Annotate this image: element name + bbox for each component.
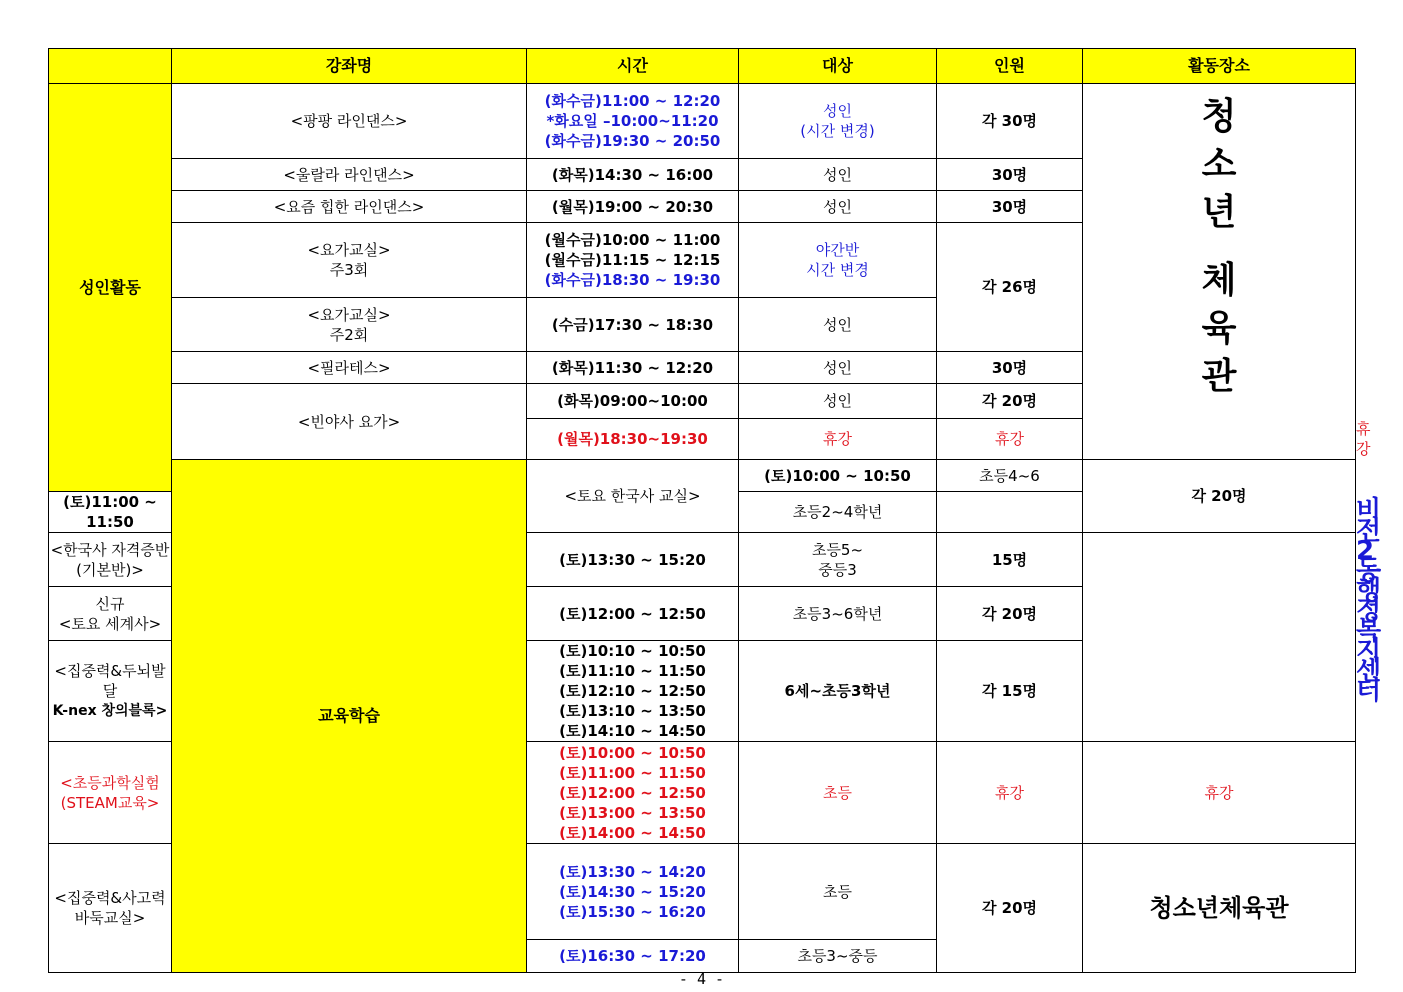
target-line: 야간반 — [815, 241, 860, 259]
time-cell — [527, 844, 739, 940]
table-row — [49, 84, 1356, 159]
course-cell: <초등과학실험(STEAM교육> — [49, 742, 172, 844]
course-line: 신규 — [95, 594, 125, 613]
target-line: 성인 — [823, 102, 852, 120]
course-cell: <요즘 힙한 라인댄스> — [172, 191, 527, 223]
time-line: (월수금)11:15 ~ 12:15 — [544, 251, 721, 269]
venue-char: 청 — [1201, 95, 1237, 137]
course-line: <요가교실> — [307, 241, 391, 259]
time-cell: (토)16:30 ~ 17:20 — [527, 940, 739, 973]
time-line: (토)14:00 ~ 14:50 — [559, 823, 706, 842]
header-time: 시간 — [527, 49, 739, 84]
target-cell — [739, 533, 937, 587]
time-cell — [527, 641, 739, 742]
time-line: (토)12:00 ~ 12:50 — [559, 783, 706, 802]
target-cell: 6세~초등3학년 — [739, 641, 937, 742]
table-row: (월목)18:30~19:30 휴강 휴강 휴강 — [49, 419, 1356, 460]
course-line: <집중력&두뇌발달 — [54, 662, 166, 700]
course-cell — [172, 298, 527, 352]
target-cell: 초등 — [739, 844, 937, 940]
header-category — [49, 49, 172, 84]
target-cell: 성인 — [739, 352, 937, 384]
time-cell: (토)13:30 ~ 15:20 — [527, 533, 739, 587]
header-venue: 활동장소 — [1083, 49, 1356, 84]
time-cell: (화목)09:00~10:00 — [527, 384, 739, 419]
course-cell: <필라테스> — [172, 352, 527, 384]
venue-char: 년 — [1201, 191, 1237, 233]
course-cell — [172, 223, 527, 298]
venue-char: 체 — [1201, 259, 1237, 301]
course-line: 주2회 — [329, 325, 369, 344]
target-line: 중등3 — [818, 560, 857, 579]
course-cell: <한국사 자격증반(기본반)> — [49, 533, 172, 587]
target-cell — [739, 84, 937, 159]
target-cell: 성인 — [739, 191, 937, 223]
header-target: 대상 — [739, 49, 937, 84]
capacity-cell: 30명 — [937, 159, 1083, 191]
time-cell: (토)11:00 ~ 11:50 — [49, 492, 172, 533]
target-cell: 성인 — [739, 384, 937, 419]
target-cell: 성인 — [739, 298, 937, 352]
target-line: 초등5~ — [811, 540, 864, 559]
target-line: (시간 변경) — [800, 122, 875, 140]
time-cell — [527, 223, 739, 298]
time-line: (토)10:00 ~ 10:50 — [559, 743, 706, 762]
category-adult: 성인활동 — [49, 84, 172, 492]
capacity-cell: 각 20명 — [937, 844, 1083, 973]
time-line: (화수금)19:30 ~ 20:50 — [544, 132, 721, 150]
time-line: (화수금)11:00 ~ 12:20 — [544, 92, 721, 110]
capacity-cell: 15명 — [937, 533, 1083, 587]
time-line: (토)14:10 ~ 14:50 — [559, 722, 706, 740]
target-cell: 초등3~6학년 — [739, 587, 937, 641]
capacity-cell: 휴강 — [937, 742, 1083, 844]
time-cell: (화목)11:30 ~ 12:20 — [527, 352, 739, 384]
time-cell — [527, 742, 739, 844]
capacity-cell: 각 20명 — [937, 384, 1083, 419]
table-row: 교육학습 <토요 한국사 교실> (토)10:00 ~ 10:50 초등4~6 각 20명 비전2동행정복지센터 — [49, 460, 1356, 492]
capacity-cell: 휴강 — [937, 419, 1083, 460]
time-line: (토)15:30 ~ 16:20 — [559, 902, 706, 921]
course-cell — [49, 587, 172, 641]
capacity-cell: 30명 — [937, 352, 1083, 384]
program-schedule-table — [48, 48, 1382, 973]
time-line: (토)12:10 ~ 12:50 — [559, 682, 706, 700]
time-cell: (토)12:00 ~ 12:50 — [527, 587, 739, 641]
time-cell: (월목)18:30~19:30 — [527, 419, 739, 460]
time-cell: (토)10:00 ~ 10:50 — [739, 460, 937, 492]
target-cell: 성인 — [739, 159, 937, 191]
time-line: (토)13:00 ~ 13:50 — [559, 803, 706, 822]
target-cell: 초등4~6 — [937, 460, 1083, 492]
venue-char: 소 — [1201, 143, 1237, 185]
target-cell — [739, 223, 937, 298]
course-cell: <팡팡 라인댄스> — [172, 84, 527, 159]
capacity-cell: 각 20명 — [1083, 460, 1356, 533]
target-cell: 휴강 — [739, 419, 937, 460]
capacity-cell: 각 15명 — [937, 641, 1083, 742]
header-course: 강좌명 — [172, 49, 527, 84]
course-line: <토요 세계사> — [58, 614, 162, 633]
time-line: (화수금)18:30 ~ 19:30 — [544, 271, 721, 289]
course-cell — [49, 641, 172, 742]
time-line: (토)14:30 ~ 15:20 — [559, 882, 706, 901]
course-cell: <빈야사 요가> — [172, 384, 527, 460]
time-line: (토)10:10 ~ 10:50 — [559, 642, 706, 660]
capacity-cell: 각 30명 — [937, 84, 1083, 159]
target-cell: 초등3~중등 — [739, 940, 937, 973]
time-line: (토)11:00 ~ 11:50 — [559, 763, 706, 782]
course-line: 주3회 — [329, 261, 369, 279]
time-line: (토)13:10 ~ 13:50 — [559, 702, 706, 720]
target-line: 시간 변경 — [806, 261, 869, 279]
venue-youth-gym-2: 청소년체육관 — [1083, 844, 1356, 973]
header-capacity: 인원 — [937, 49, 1083, 84]
target-cell: 초등 — [739, 742, 937, 844]
time-cell: (월목)19:00 ~ 20:30 — [527, 191, 739, 223]
capacity-cell: 각 26명 — [937, 223, 1083, 352]
time-cell: (화목)14:30 ~ 16:00 — [527, 159, 739, 191]
course-line: <요가교실> — [307, 305, 391, 324]
capacity-cell: 30명 — [937, 191, 1083, 223]
page-number: - 4 - — [678, 970, 725, 988]
time-line: (토)13:30 ~ 14:20 — [559, 862, 706, 881]
time-cell: (수금)17:30 ~ 18:30 — [527, 298, 739, 352]
target-cell: 초등2~4학년 — [739, 492, 937, 533]
course-cell: <집중력&사고력 바둑교실> — [49, 844, 172, 973]
course-cell: <울랄라 라인댄스> — [172, 159, 527, 191]
time-line: *화요일 –10:00~11:20 — [546, 112, 719, 130]
course-cell: <토요 한국사 교실> — [527, 460, 739, 533]
category-edu: 교육학습 — [172, 460, 527, 973]
time-cell — [527, 84, 739, 159]
time-line: (토)11:10 ~ 11:50 — [559, 662, 706, 680]
venue-char: 관 — [1201, 355, 1237, 397]
capacity-cell: 각 20명 — [937, 587, 1083, 641]
time-line: (월수금)10:00 ~ 11:00 — [544, 231, 721, 249]
header-row — [49, 49, 1356, 84]
course-line: K-nex 창의블록> — [52, 703, 168, 719]
venue-rest: 휴강 — [1083, 742, 1356, 844]
venue-youth-gym — [1083, 84, 1356, 460]
venue-char: 육 — [1201, 307, 1237, 349]
